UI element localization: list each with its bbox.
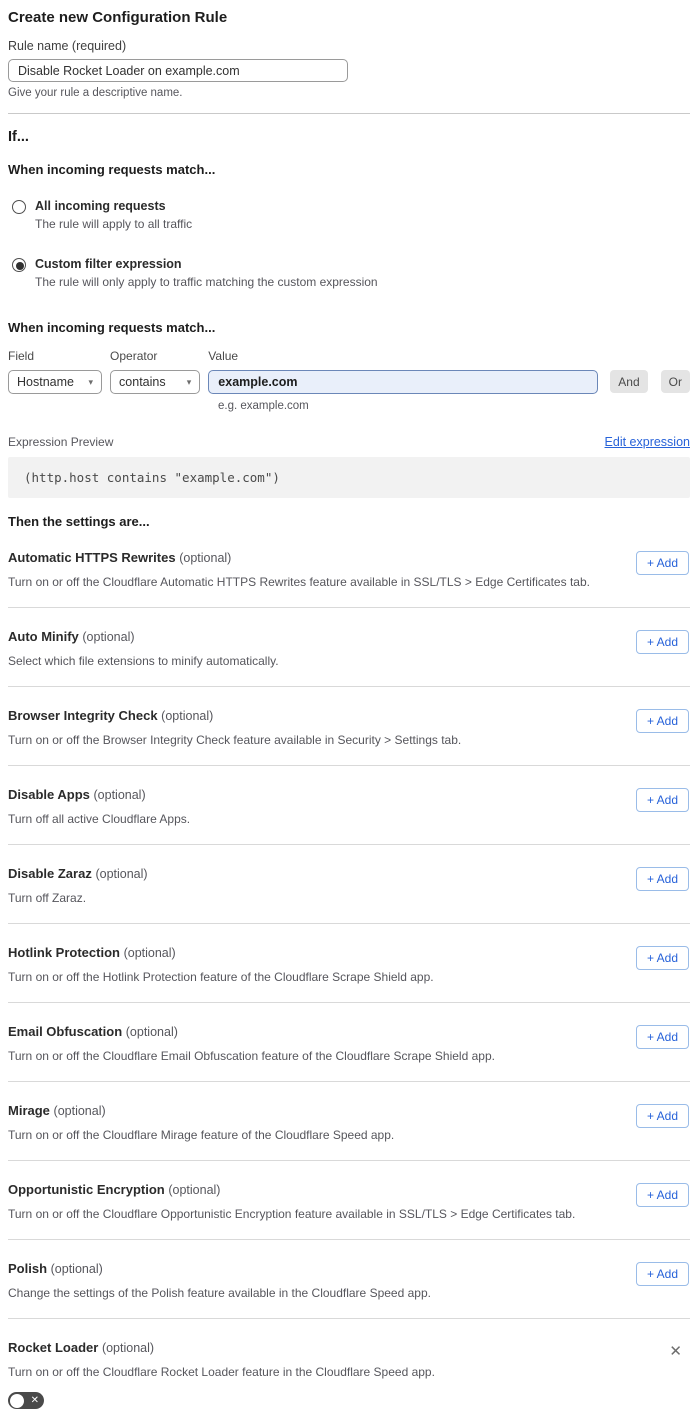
add-button[interactable]: + Add	[636, 1183, 689, 1207]
section-divider	[8, 113, 690, 114]
chevron-down-icon: ▾	[88, 376, 94, 387]
add-button[interactable]: + Add	[636, 788, 689, 812]
rule-name-helper: Give your rule a descriptive name.	[8, 87, 183, 99]
setting-row-opportunistic-encryption	[8, 1161, 690, 1240]
setting-row-automatic-https-rewrites	[8, 529, 690, 608]
if-heading: If...	[8, 129, 29, 145]
toggle-off-x-icon: ✕	[30, 1395, 39, 1406]
rocket-loader-toggle[interactable]	[8, 1392, 44, 1409]
radio-all-incoming-requests[interactable]	[8, 199, 690, 231]
radio-custom-filter-expression[interactable]	[8, 257, 690, 289]
field-label: Field	[8, 349, 35, 363]
setting-description: Turn on or off the Cloudflare Opportunistic Encryption feature available in SSL/TLS > Edge Certificates tab.	[8, 1207, 576, 1221]
setting-title: Auto Minify (optional)	[8, 629, 135, 644]
setting-description: Turn on or off the Cloudflare Email Obfuscation feature of the Cloudflare Scrape Shield app.	[8, 1049, 495, 1063]
value-label: Value	[208, 349, 239, 363]
setting-title: Hotlink Protection (optional)	[8, 945, 176, 960]
field-select[interactable]	[8, 370, 102, 394]
setting-row-auto-minify	[8, 608, 690, 687]
add-button[interactable]: + Add	[636, 551, 689, 575]
radio-label: Custom filter expression	[35, 257, 182, 271]
rule-name-section	[8, 39, 690, 99]
setting-description: Change the settings of the Polish feature available in the Cloudflare Speed app.	[8, 1286, 431, 1300]
then-settings-heading: Then the settings are...	[8, 514, 150, 529]
setting-title: Disable Apps (optional)	[8, 787, 146, 802]
add-button[interactable]: + Add	[636, 1262, 689, 1286]
setting-title: Disable Zaraz (optional)	[8, 866, 148, 881]
setting-title: Browser Integrity Check (optional)	[8, 708, 214, 723]
expression-code-block: (http.host contains "example.com")	[8, 457, 690, 498]
filter-match-heading: When incoming requests match...	[8, 320, 216, 335]
setting-title: Rocket Loader (optional)	[8, 1340, 155, 1355]
setting-row-email-obfuscation	[8, 1003, 690, 1082]
setting-title: Polish (optional)	[8, 1261, 103, 1276]
setting-row-rocket-loader	[8, 1319, 690, 1414]
add-button[interactable]: + Add	[636, 709, 689, 733]
edit-expression-link[interactable]: Edit expression	[604, 435, 690, 449]
rule-name-input[interactable]	[8, 59, 348, 82]
setting-title: Automatic HTTPS Rewrites (optional)	[8, 550, 232, 565]
setting-title: Opportunistic Encryption (optional)	[8, 1182, 221, 1197]
chevron-down-icon: ▾	[186, 376, 192, 387]
expression-preview-label: Expression Preview	[8, 435, 114, 449]
setting-title: Email Obfuscation (optional)	[8, 1024, 178, 1039]
add-button[interactable]: + Add	[636, 1025, 689, 1049]
setting-row-hotlink-protection	[8, 924, 690, 1003]
or-button[interactable]: Or	[661, 370, 690, 393]
radio-unchecked-icon[interactable]	[12, 200, 26, 214]
setting-description: Turn on or off the Cloudflare Mirage feature of the Cloudflare Speed app.	[8, 1128, 395, 1142]
radio-description: The rule will apply to all traffic	[35, 217, 193, 231]
operator-select-value: contains	[119, 375, 166, 389]
toggle-knob	[10, 1394, 24, 1408]
setting-description: Select which file extensions to minify automatically.	[8, 654, 279, 668]
add-button[interactable]: + Add	[636, 946, 689, 970]
setting-title: Mirage (optional)	[8, 1103, 106, 1118]
close-icon[interactable]: ✕	[669, 1343, 682, 1360]
operator-label: Operator	[110, 349, 158, 363]
radio-label: All incoming requests	[35, 199, 166, 213]
operator-select[interactable]	[110, 370, 200, 394]
field-select-value: Hostname	[17, 375, 74, 389]
radio-checked-icon[interactable]	[12, 258, 26, 272]
setting-description: Turn off Zaraz.	[8, 891, 87, 905]
setting-description: Turn on or off the Cloudflare Rocket Loader feature in the Cloudflare Speed app.	[8, 1365, 435, 1379]
value-input[interactable]	[208, 370, 598, 394]
setting-description: Turn on or off the Hotlink Protection feature of the Cloudflare Scrape Shield app.	[8, 970, 434, 984]
add-button[interactable]: + Add	[636, 867, 689, 891]
add-button[interactable]: + Add	[636, 1104, 689, 1128]
setting-row-browser-integrity-check	[8, 687, 690, 766]
filter-expression-builder	[8, 349, 690, 394]
add-button[interactable]: + Add	[636, 630, 689, 654]
expression-preview-header	[8, 435, 690, 449]
setting-row-polish	[8, 1240, 690, 1319]
setting-row-disable-apps	[8, 766, 690, 845]
incoming-requests-match-heading: When incoming requests match...	[8, 162, 216, 177]
setting-row-mirage	[8, 1082, 690, 1161]
setting-row-disable-zaraz	[8, 845, 690, 924]
radio-description: The rule will only apply to traffic matching the custom expression	[35, 275, 378, 289]
and-button[interactable]: And	[610, 370, 647, 393]
setting-description: Turn off all active Cloudflare Apps.	[8, 812, 191, 826]
value-helper: e.g. example.com	[218, 400, 309, 412]
rule-name-label: Rule name (required)	[8, 39, 127, 53]
setting-description: Turn on or off the Cloudflare Automatic HTTPS Rewrites feature available in SSL/TLS > Edge Certificates tab.	[8, 575, 590, 589]
page-title: Create new Configuration Rule	[8, 9, 228, 26]
setting-description: Turn on or off the Browser Integrity Check feature available in Security > Settings tab.	[8, 733, 462, 747]
